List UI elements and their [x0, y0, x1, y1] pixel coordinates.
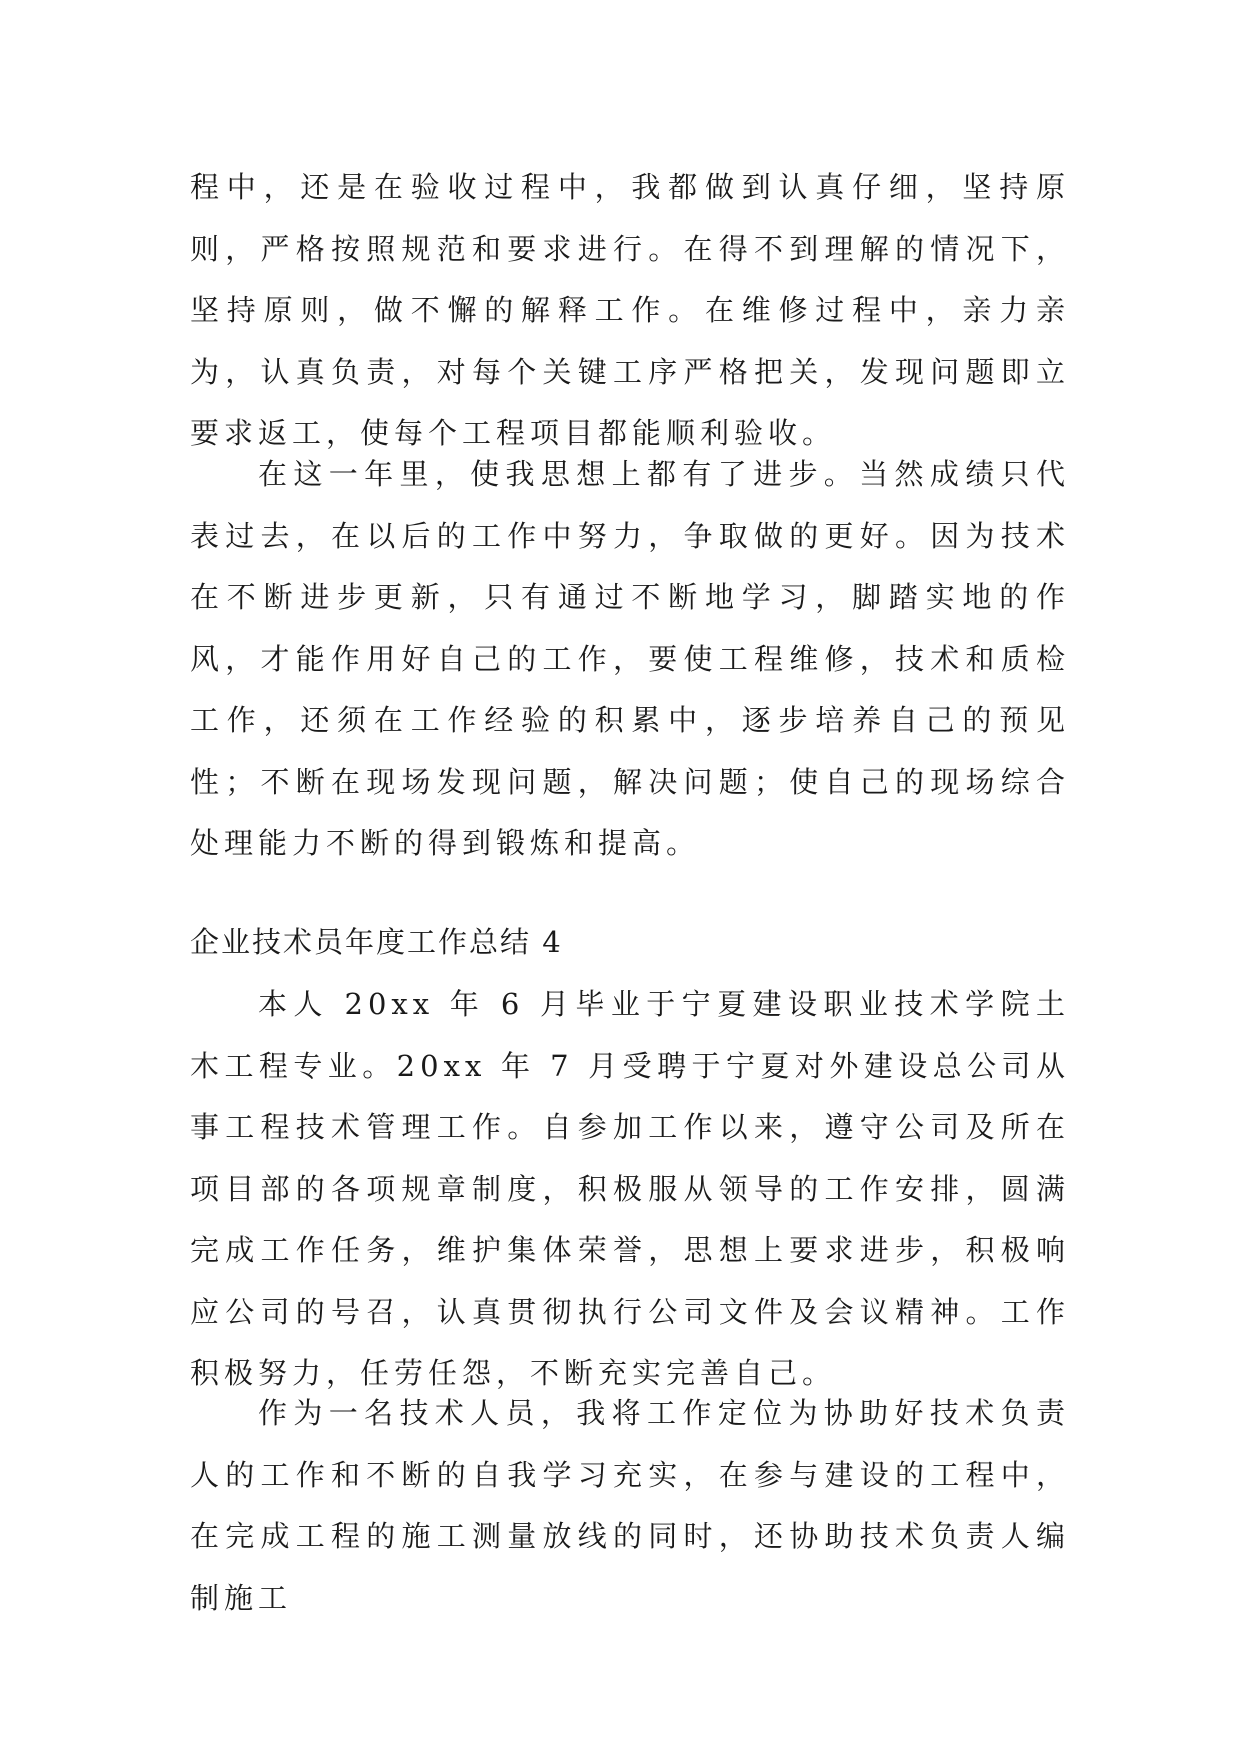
section-heading: 企业技术员年度工作总结 4	[190, 925, 563, 959]
paragraph-continued: 程中，还是在验收过程中，我都做到认真仔细，坚持原则，严格按照规范和要求进行。在得不到理解的情况下，坚持原则，做不懈的解释工作。在维修过程中，亲力亲为，认真负责，对每个关键工序严格把关，发现问题即立要求返工，使每个工程项目都能顺利验收。	[190, 170, 1070, 450]
paragraph-introduction: 本人 20xx 年 6 月毕业于宁夏建设职业技术学院土木工程专业。20xx 年 7 月受聘于宁夏对外建设总公司从事工程技术管理工作。自参加工作以来，遵守公司及所在项目部的各项规章制度，积极服从领导的工作安排，圆满完成工作任务，维护集体荣誉，思想上要求进步，积极响应公司的号召，认真贯彻执行公司文件及会议精神。工作积极努力，任劳任怨，不断充实完善自己。	[190, 987, 1070, 1390]
paragraph-progress: 在这一年里，使我思想上都有了进步。当然成绩只代表过去，在以后的工作中努力，争取做的更好。因为技术在不断进步更新，只有通过不断地学习，脚踏实地的作风，才能作用好自己的工作，要使工程维修，技术和质检工作，还须在工作经验的积累中，逐步培养自己的预见性；不断在现场发现问题，解决问题；使自己的现场综合处理能力不断的得到锻炼和提高。	[190, 457, 1070, 860]
paragraph-role: 作为一名技术人员，我将工作定位为协助好技术负责人的工作和不断的自我学习充实，在参与建设的工程中，在完成工程的施工测量放线的同时，还协助技术负责人编制施工	[190, 1396, 1070, 1615]
